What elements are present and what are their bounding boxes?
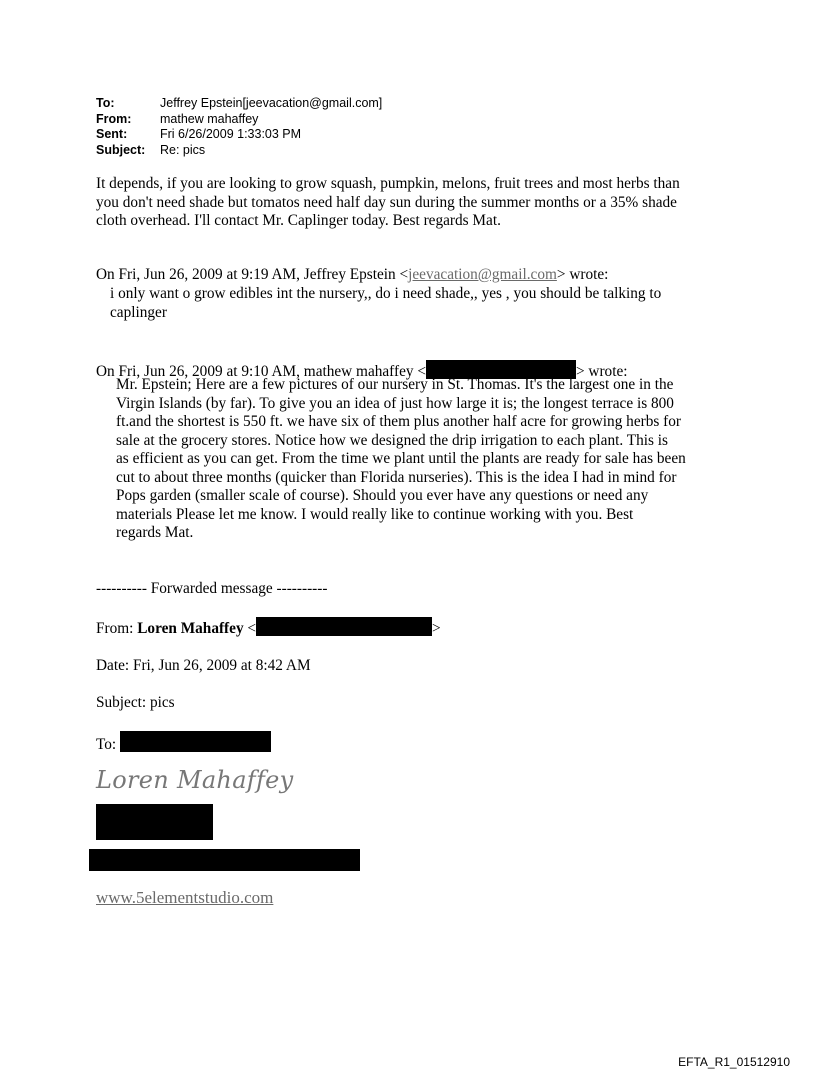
document-id: EFTA_R1_01512910 <box>678 1055 790 1069</box>
header-subject-row <box>96 143 382 159</box>
forwarded-divider: ---------- Forwarded message ---------- <box>96 579 328 597</box>
redaction-bar <box>256 617 432 636</box>
forwarded-subject-line: Subject: pics <box>96 693 175 711</box>
from-value: mathew mahaffey <box>160 111 259 126</box>
forwarded-from-open: < <box>243 619 257 637</box>
redaction-bar <box>120 731 271 752</box>
quote1-intro <box>96 247 608 284</box>
quote1-email-link[interactable]: jeevacation@gmail.com <box>408 265 557 283</box>
forwarded-header <box>96 561 441 773</box>
to-label: To: <box>96 96 115 110</box>
forwarded-from-line <box>96 617 441 639</box>
header-to-row <box>96 96 382 112</box>
email-header <box>96 96 382 158</box>
forwarded-to-label: To: <box>96 735 120 753</box>
forwarded-from-close: > <box>432 619 441 637</box>
quote2-text: Mr. Epstein; Here are a few pictures of our nursery in St. Thomas. It's the largest one in the Virgin Islands (by far). To give you an idea of just how large it is; the longest terrace is 800 ft.and the shortest is 550 ft. we have six of them plus another half acre for growing herbs for sale at the grocery stores. Notice how we designed the drip irrigation to each plant. This is as efficient as you can get. From the time we plant until the plants are ready for sale has been cut to about three months (quicker than Florida nurseries). This is the idea I had in mind for Pops garden (smaller scale of course). Should you ever have any questions or need any materials Please let me know. I would really like to continue working with you. Best regards Mat. <box>116 376 686 541</box>
quote2-intro-prefix: On Fri, Jun 26, 2009 at 9:10 AM, mathew mahaffey < <box>96 362 426 380</box>
quote1-intro-prefix: On Fri, Jun 26, 2009 at 9:19 AM, Jeffrey Epstein < <box>96 265 409 283</box>
header-from-row <box>96 112 382 128</box>
sent-value: Fri 6/26/2009 1:33:03 PM <box>160 127 302 141</box>
subject-label: Subject: <box>96 142 146 157</box>
header-sent-row <box>96 127 382 143</box>
sent-label: Sent: <box>96 127 128 141</box>
redaction-block <box>96 804 213 840</box>
quote2-intro-suffix: > wrote: <box>575 362 628 380</box>
forwarded-from-label: From: <box>96 619 138 637</box>
website-link[interactable]: www.5elementstudio.com <box>96 888 274 907</box>
forwarded-date-line: Date: Fri, Jun 26, 2009 at 8:42 AM <box>96 656 311 674</box>
forwarded-from-name: Loren Mahaffey <box>137 619 244 637</box>
to-value: Jeffrey Epstein[jeevacation@gmail.com] <box>160 96 383 110</box>
reply-paragraph: It depends, if you are looking to grow squash, pumpkin, melons, fruit trees and most herbs than you don't need shade but tomatos need half day sun during the summer months or a 35% shade cloth overhead. I'll contact Mr. Caplinger today. Best regards Mat. <box>96 175 680 229</box>
quote2-intro <box>96 341 628 381</box>
signature-name: Loren Mahaffey <box>96 766 294 794</box>
forwarded-to-line <box>96 731 441 755</box>
redaction-block <box>89 849 360 871</box>
subject-value: Re: pics <box>160 142 206 157</box>
from-label: From: <box>96 111 132 126</box>
quote1-intro-suffix: > wrote: <box>556 265 609 283</box>
quote1-text: i only want o grow edibles int the nursery,, do i need shade,, yes , you should be talking to caplinger <box>110 285 662 321</box>
